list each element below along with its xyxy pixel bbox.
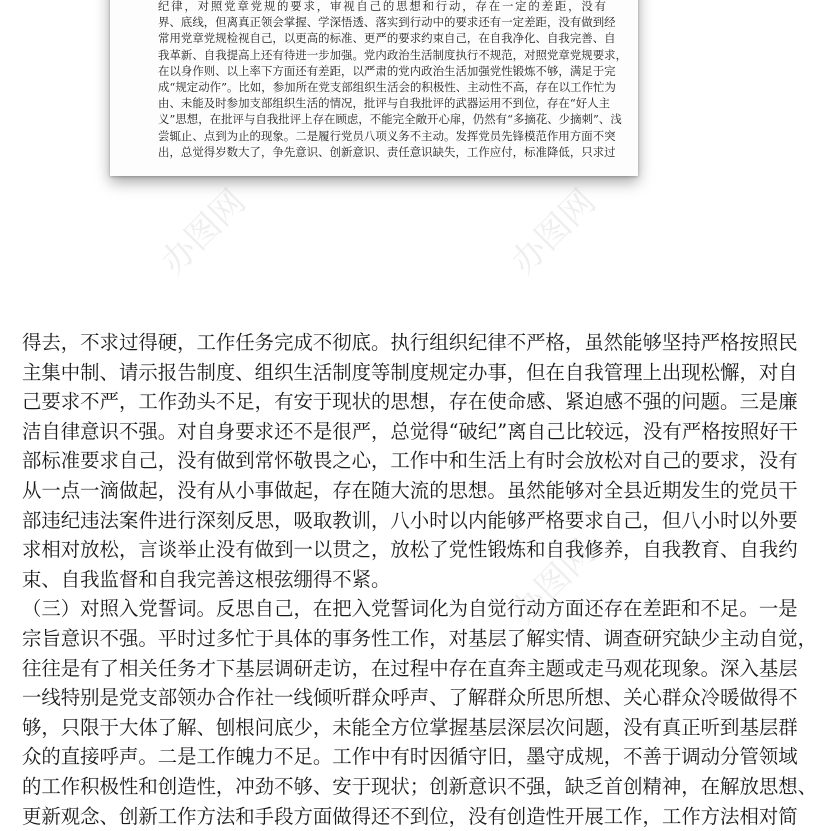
document-body <box>22 328 778 831</box>
preview-line: 出，总觉得岁数大了，争先意识、创新意识、责任意识缺失，工作应付，标准降低，只求过 <box>158 144 606 160</box>
body-line: 洁自律意识不强。对自身要求还不是很严，总觉得“破纪”离自己比较远，没有严格按照好干 <box>22 417 778 447</box>
body-line: 往往是有了相关任务才下基层调研走访，在过程中存在直奔主题或走马观花现象。深入基层 <box>22 654 778 684</box>
body-line: 部标准要求自己，没有做到常怀敬畏之心，工作中和生活上有时会放松对自己的要求，没有 <box>22 446 778 476</box>
preview-line: 成“规定动作”。比如，参加所在党支部组织生活会的积极性、主动性不高，存在以工作忙为 <box>158 79 606 95</box>
preview-line: 由、未能及时参加支部组织生活的情况，批评与自我批评的武器运用不到位，存在“好人主 <box>158 95 606 111</box>
watermark: 办图网 <box>498 526 605 633</box>
body-line: 束、自我监督和自我完善这根弦绷得不紧。 <box>22 565 778 595</box>
body-line: 部违纪违法案件进行深刻反思，吸取教训，八小时以内能够严格要求自己，但八小时以外要 <box>22 506 778 536</box>
preview-line: 在以身作则、以上率下方面还有差距，以严肃的党内政治生活加强党性锻炼不够，满足于完 <box>158 63 606 79</box>
preview-line: 纪律，对照党章党规的要求，审视自己的思想和行动，存在一定的差距，没有 <box>158 0 606 14</box>
watermark: 办图网 <box>498 176 605 283</box>
body-line: 宗旨意识不强。平时过多忙于具体的事务性工作，对基层了解实情、调查研究缺少主动自觉， <box>22 624 778 654</box>
watermark: 办图网 <box>148 176 255 283</box>
body-line: 一线特别是党支部领办合作社一线倾听群众呼声、了解群众所思所想、关心群众冷暖做得不 <box>22 683 778 713</box>
document-preview-card <box>110 0 638 176</box>
preview-line: 义”思想，在批评与自我批评上存在顾虑，不能完全敞开心扉，仍然有“多摘花、少摘刺”、浅 <box>158 111 606 127</box>
body-line: 更新观念、创新工作方法和手段方面做得还不到位，没有创造性开展工作，工作方法相对简 <box>22 802 778 831</box>
preview-line: 常用党章党规检视自己，以更高的标准、更严的要求约束自己，在自我净化、自我完善、自 <box>158 30 606 46</box>
body-line: 从一点一滴做起，没有从小事做起，存在随大流的思想。虽然能够对全县近期发生的党员干 <box>22 476 778 506</box>
body-line: （三）对照入党誓词。反思自己，在把入党誓词化为自觉行动方面还存在差距和不足。一是 <box>22 594 778 624</box>
preview-line: 尝辄止、点到为止的现象。二是履行党员八项义务不主动。发挥党员先锋模范作用方面不突 <box>158 128 606 144</box>
preview-line: 界、底线，但离真正领会掌握、学深悟透、落实到行动中的要求还有一定差距，没有做到经 <box>158 14 606 30</box>
body-line: 众的直接呼声。二是工作魄力不足。工作中有时因循守旧，墨守成规，不善于调动分管领域 <box>22 742 778 772</box>
body-line: 己要求不严，工作劲头不足，有安于现状的思想，存在使命感、紧迫感不强的问题。三是廉 <box>22 387 778 417</box>
body-line: 得去，不求过得硬，工作任务完成不彻底。执行组织纪律不严格，虽然能够坚持严格按照民 <box>22 328 778 358</box>
body-line: 主集中制、请示报告制度、组织生活制度等制度规定办事，但在自我管理上出现松懈，对自 <box>22 358 778 388</box>
body-line: 求相对放松，言谈举止没有做到一以贯之，放松了党性锻炼和自我修养，自我教育、自我约 <box>22 535 778 565</box>
preview-text-block <box>158 0 606 160</box>
body-line: 的工作积极性和创造性，冲劲不够、安于现状；创新意识不强，缺乏首创精神，在解放思想、 <box>22 772 778 802</box>
preview-line: 我革新、自我提高上还有待进一步加强。党内政治生活制度执行不规范，对照党章党规要求， <box>158 47 606 63</box>
body-line: 够，只限于大体了解、刨根问底少，未能全方位掌握基层深层次问题，没有真正听到基层群 <box>22 713 778 743</box>
